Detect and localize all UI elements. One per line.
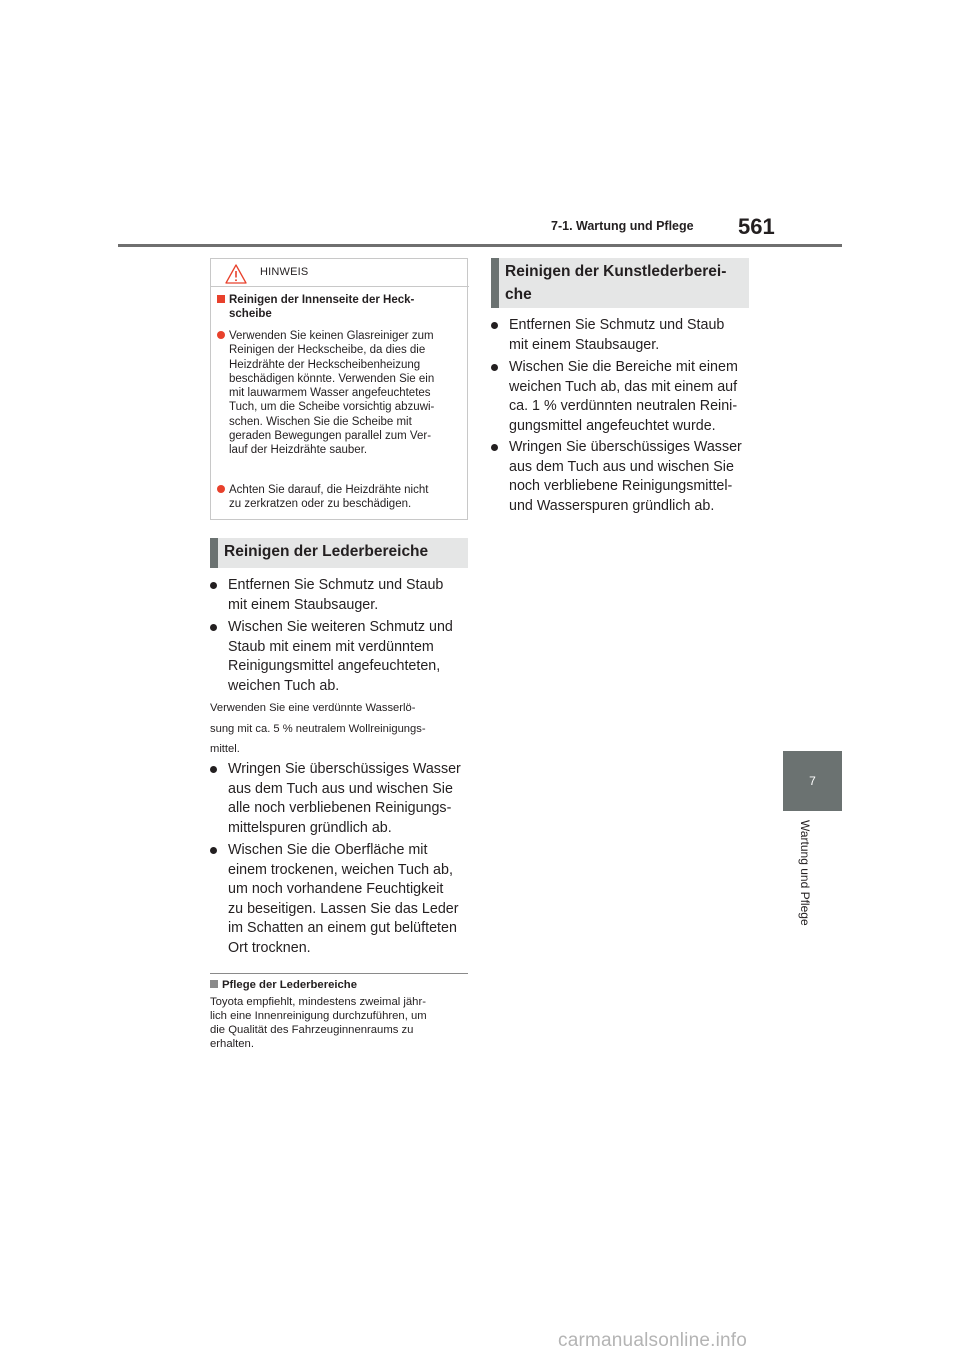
notice-header	[211, 259, 469, 287]
notice-bullet-text: Achten Sie darauf, die Heizdrähte nicht zu zerkratzen oder zu beschädigen.	[229, 484, 429, 511]
bullet-dot-icon	[210, 766, 217, 773]
leather-note: Verwenden Sie eine verdünnte Wasserlö- sung mit ca. 5 % neutralem Wollreinigungs- mittel.	[210, 702, 426, 755]
list-item	[210, 841, 468, 959]
heading-artificial-leather-cleaning: Reinigen der Kunstlederberei- che	[491, 258, 749, 308]
care-divider	[210, 973, 468, 974]
notice-label: HINWEIS	[260, 266, 309, 278]
bullet-dot-icon	[491, 364, 498, 371]
bullet-dot-icon	[210, 582, 217, 589]
list-item-text: Entfernen Sie Schmutz und Staub mit einem Staubsauger.	[228, 577, 444, 613]
list-item-text: Wischen Sie die Bereiche mit einem weichen Tuch ab, das mit einem auf ca. 1 % verdünnten neutralen Reini- gungsmittel angefeuchtet wurde.	[509, 359, 738, 434]
bullet-dot-icon	[491, 322, 498, 329]
list-item-text: Wringen Sie überschüssiges Wasser aus dem Tuch aus und wischen Sie alle noch verbliebenen Reinigungs- mittelspuren gründlich ab.	[228, 761, 461, 836]
header-rule	[118, 244, 842, 247]
list-item	[491, 358, 749, 436]
list-item-text: Wringen Sie überschüssiges Wasser aus dem Tuch aus und wischen Sie noch verbliebene Reinigungsmittel- und Wasserspuren gründlich ab.	[509, 439, 742, 514]
square-bullet-icon	[210, 980, 218, 988]
heading-leather-cleaning: Reinigen der Lederbereiche	[210, 538, 468, 568]
care-title	[210, 979, 468, 991]
notice-topic	[217, 293, 461, 322]
round-bullet-icon	[217, 331, 225, 339]
notice-topic-text: Reinigen der Innenseite der Heck- scheibe	[229, 294, 415, 321]
section-title: 7-1. Wartung und Pflege	[551, 219, 694, 233]
notice-divider	[211, 286, 469, 287]
chapter-number: 7	[809, 774, 816, 788]
round-bullet-icon	[217, 485, 225, 493]
warning-triangle-icon	[225, 264, 247, 284]
bullet-dot-icon	[210, 847, 217, 854]
notice-bullet	[217, 483, 461, 512]
notice-bullet-text: Verwenden Sie keinen Glasreiniger zum Reinigen der Heckscheibe, da dies die Heizdrähte der Heckscheibenheizung beschädigen könnte. Verwenden Sie ein mit lauwarmem Wasser angefeuchtetes Tuch, um die Scheibe vorsichtig abzuwi- schen. Wischen Sie die Scheibe mit geraden Bewegungen parallel zum Ver- lauf der Heizdrähte sauber.	[229, 330, 435, 457]
list-item	[491, 316, 749, 355]
chapter-side-title: Wartung und Pflege	[798, 820, 812, 926]
list-item	[210, 618, 468, 696]
list-item	[491, 438, 749, 516]
notice-box	[210, 258, 468, 520]
watermark-logo: carmanualsonline.info	[558, 1330, 748, 1351]
notice-bullet	[217, 329, 461, 458]
care-text: Toyota empfiehlt, mindestens zweimal jähr- lich eine Innenreinigung durchzuführen, um die Qualität des Fahrzeuginnenraums zu erhalten.	[210, 996, 427, 1050]
page-number: 561	[738, 214, 775, 239]
care-title-text: Pflege der Lederbereiche	[222, 979, 357, 991]
list-item-text: Wischen Sie weiteren Schmutz und Staub mit einem mit verdünntem Reinigungsmittel angefeuchteten, weichen Tuch ab.	[228, 619, 453, 694]
chapter-tab[interactable]	[783, 751, 842, 811]
bullet-dot-icon	[491, 444, 498, 451]
bullet-dot-icon	[210, 624, 217, 631]
list-item-text: Wischen Sie die Oberfläche mit einem trockenen, weichen Tuch ab, um noch vorhandene Feuchtigkeit zu beseitigen. Lassen Sie das Leder im Schatten an einem gut belüfteten Ort trocknen.	[228, 842, 459, 956]
list-item	[210, 576, 468, 615]
square-bullet-icon	[217, 295, 225, 303]
list-item	[210, 760, 468, 838]
list-item-text: Entfernen Sie Schmutz und Staub mit einem Staubsauger.	[509, 317, 725, 353]
